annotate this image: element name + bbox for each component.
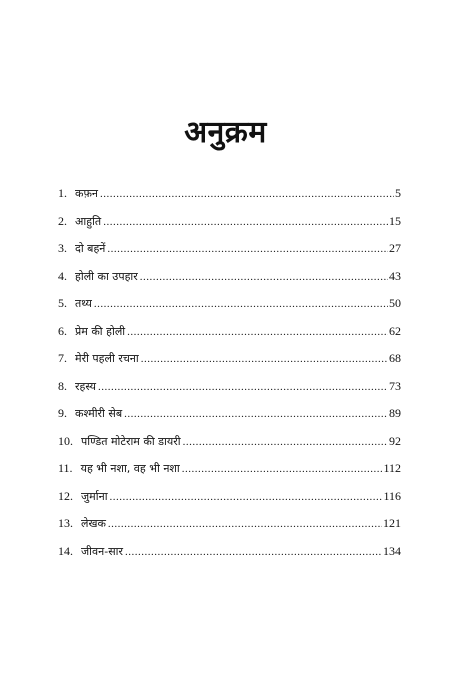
- toc-entry-page: 15: [389, 213, 401, 228]
- toc-entry-title: कफ़न: [75, 187, 99, 200]
- dot-leader: [138, 264, 388, 292]
- toc-entry-title: रहस्य: [75, 379, 96, 393]
- toc-entry-number: 6.: [58, 323, 67, 338]
- toc-entry: [58, 373, 401, 401]
- toc-entry-page: 27: [389, 241, 401, 255]
- toc-entry: [58, 180, 401, 208]
- page-title: अनुक्रम: [184, 115, 267, 150]
- toc-entry-title: मेरी पहली रचना: [75, 352, 139, 365]
- dot-leader: [123, 539, 382, 567]
- toc-entry-page: 68: [389, 351, 401, 365]
- toc-entry-page: 92: [389, 433, 401, 448]
- toc-entry-page: 62: [389, 323, 401, 338]
- toc-entry-number: 3.: [58, 241, 67, 255]
- toc-entry-number: 2.: [58, 213, 67, 228]
- toc-entry-page: 121: [383, 516, 401, 530]
- toc-entry: [58, 455, 401, 483]
- table-of-contents: [58, 180, 401, 565]
- toc-entry: [58, 538, 401, 566]
- toc-entry-title: दो बहनें: [75, 242, 106, 255]
- toc-entry-number: 12.: [58, 488, 73, 503]
- toc-entry-number: 10.: [58, 433, 73, 448]
- dot-leader: [122, 401, 388, 429]
- dot-leader: [106, 511, 382, 539]
- toc-entry: [58, 263, 401, 291]
- toc-entry-number: 1.: [58, 186, 67, 200]
- toc-entry-page: 43: [389, 268, 401, 283]
- dot-leader: [125, 319, 388, 347]
- toc-entry-page: 5: [395, 186, 401, 200]
- toc-entry-page: 73: [389, 378, 401, 393]
- toc-entry-number: 8.: [58, 378, 67, 393]
- toc-entry: [58, 428, 401, 456]
- toc-entry-title: जीवन-सार: [81, 544, 123, 558]
- toc-entry-number: 7.: [58, 351, 67, 365]
- toc-entry-title: कश्मीरी सेब: [75, 407, 123, 420]
- dot-leader: [105, 236, 388, 264]
- toc-entry: [58, 318, 401, 346]
- toc-entry-title: जुर्माना: [81, 489, 108, 503]
- toc-entry: [58, 208, 401, 236]
- dot-leader: [92, 291, 388, 319]
- dot-leader: [181, 429, 388, 457]
- toc-entry: [58, 400, 401, 428]
- toc-entry: [58, 345, 401, 373]
- toc-entry-number: 13.: [58, 516, 73, 530]
- toc-entry: [58, 235, 401, 263]
- dot-leader: [180, 456, 383, 484]
- toc-entry-title: यह भी नशा, वह भी नशा: [80, 462, 180, 475]
- toc-entry: [58, 483, 401, 511]
- toc-entry-title: पण्डित मोटेराम की डायरी: [81, 434, 181, 448]
- toc-entry-page: 89: [389, 406, 401, 420]
- toc-entry-number: 14.: [58, 543, 73, 558]
- toc-entry: [58, 290, 401, 318]
- toc-entry-title: तथ्य: [75, 297, 92, 310]
- toc-entry-title: आहुति: [75, 214, 102, 228]
- toc-entry-title: प्रेम की होली: [75, 324, 126, 338]
- toc-entry: [58, 510, 401, 538]
- toc-entry-number: 5.: [58, 296, 67, 310]
- dot-leader: [96, 374, 388, 402]
- toc-entry-title: लेखक: [81, 517, 106, 530]
- dot-leader: [98, 181, 394, 209]
- toc-entry-number: 4.: [58, 268, 67, 283]
- dot-leader: [108, 484, 383, 512]
- toc-entry-number: 9.: [58, 406, 67, 420]
- toc-entry-page: 116: [383, 488, 401, 503]
- toc-entry-title: होली का उपहार: [75, 269, 138, 283]
- toc-entry-page: 112: [383, 461, 401, 475]
- toc-entry-page: 50: [389, 296, 401, 310]
- toc-entry-number: 11.: [58, 461, 73, 475]
- dot-leader: [139, 346, 388, 374]
- toc-entry-page: 134: [383, 543, 401, 558]
- dot-leader: [101, 209, 388, 237]
